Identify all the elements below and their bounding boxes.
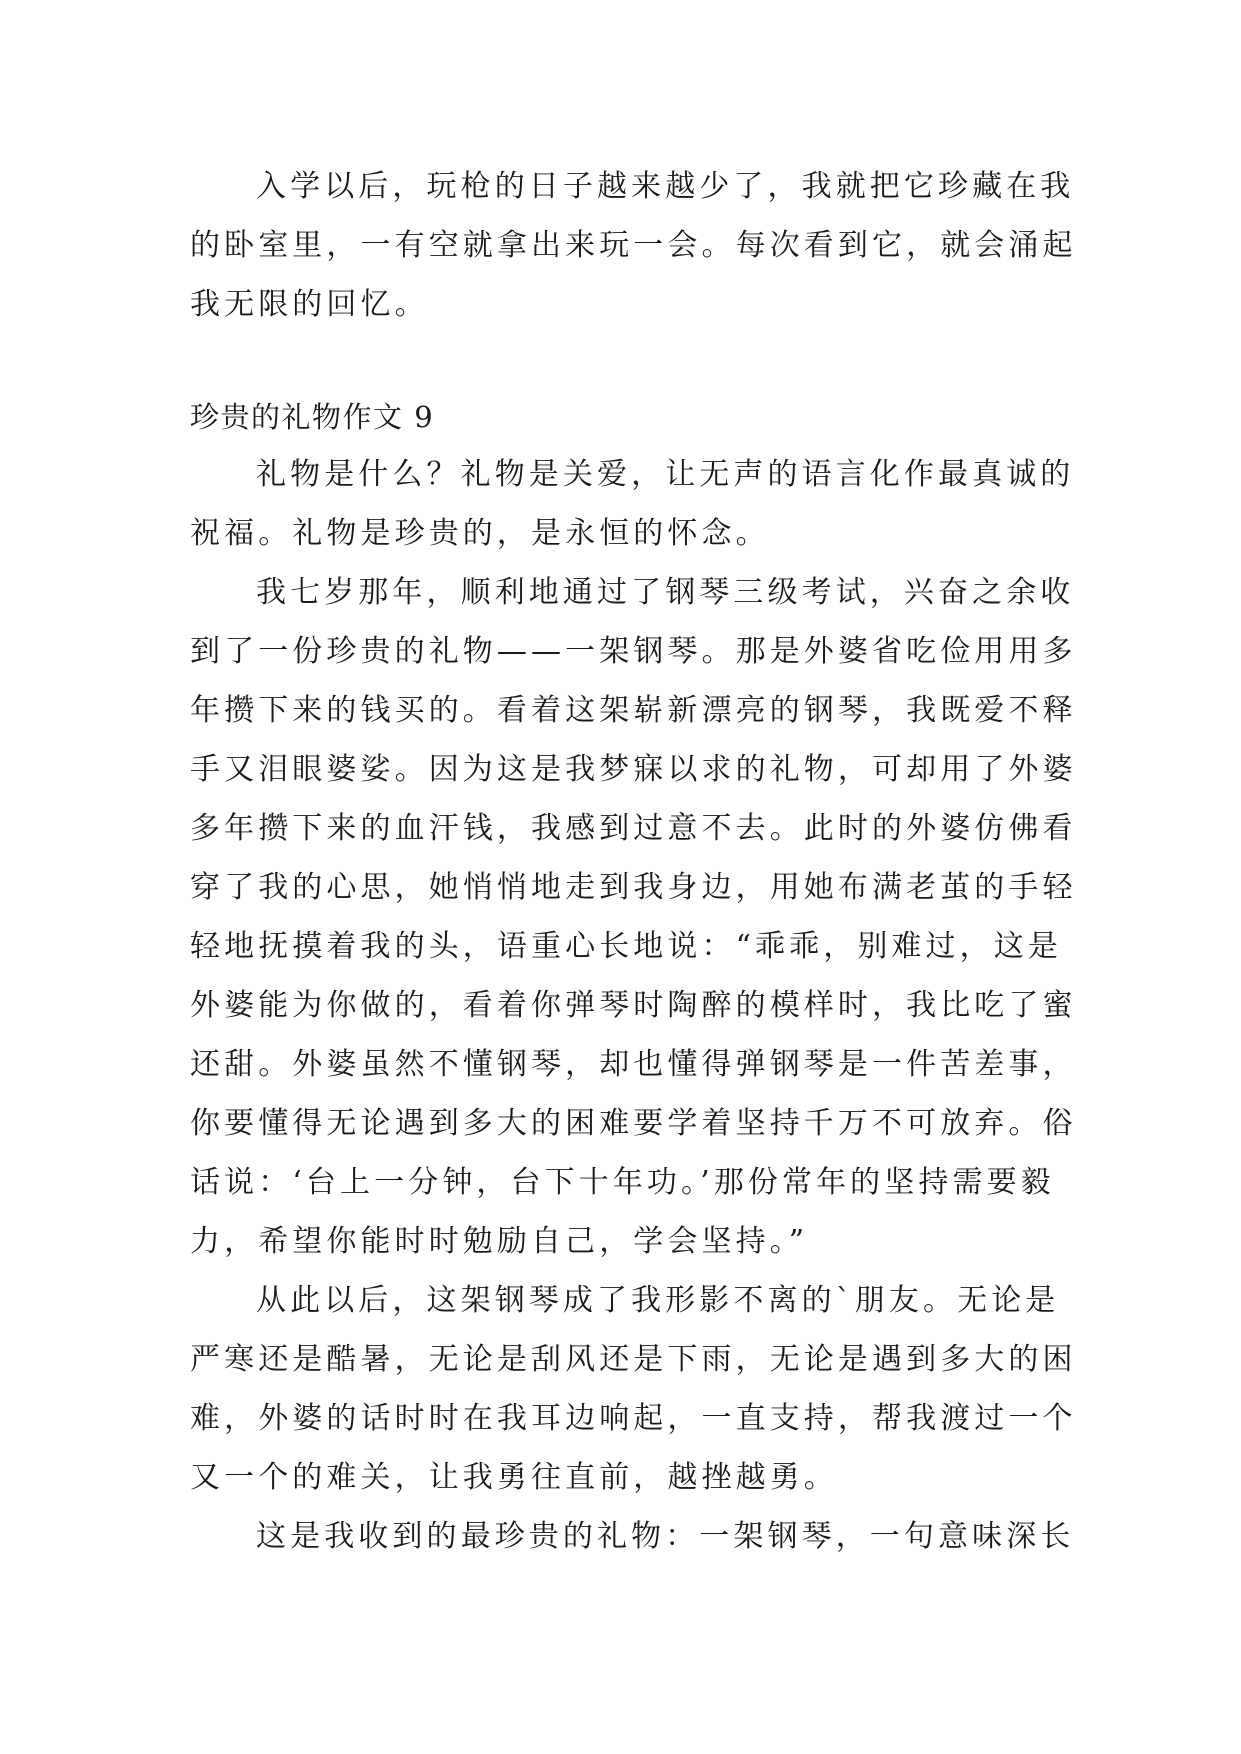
paragraph-line: 从此以后，这架钢琴成了我形影不离的`朋友。无论是 (256, 1283, 1060, 1318)
paragraph-line: 轻地抚摸着我的头，语重心长地说：“乖乖，别难过，这是 (190, 929, 1062, 964)
paragraph-line: 礼物是什么？礼物是关爱，让无声的语言化作最真诚的 (256, 457, 1075, 492)
paragraph-line: 我七岁那年，顺利地通过了钢琴三级考试，兴奋之余收 (256, 575, 1075, 610)
paragraph-line: 话说：‘台上一分钟，台下十年功。’那份常年的坚持需要毅 (190, 1165, 1055, 1200)
paragraph-line: 手又泪眼婆娑。因为这是我梦寐以求的礼物，可却用了外婆 (190, 752, 1077, 787)
paragraph-line: 还甜。外婆虽然不懂钢琴，却也懂得弹钢琴是一件苦差事， (190, 1047, 1077, 1082)
paragraph-line: 你要懂得无论遇到多大的困难要学着坚持千万不可放弃。俗 (190, 1106, 1077, 1141)
paragraph-line: 入学以后，玩枪的日子越来越少了，我就把它珍藏在我 (256, 169, 1075, 204)
paragraph-line: 严寒还是酷暑，无论是刮风还是下雨，无论是遇到多大的困 (190, 1342, 1077, 1377)
paragraph-line: 多年攒下来的血汗钱，我感到过意不去。此时的外婆仿佛看 (190, 811, 1077, 846)
section-heading: 珍贵的礼物作文 9 (190, 400, 435, 434)
paragraph-line: 到了一份珍贵的礼物——一架钢琴。那是外婆省吃俭用用多 (190, 634, 1077, 669)
paragraph-line: 外婆能为你做的，看着你弹琴时陶醉的模样时，我比吃了蜜 (190, 988, 1077, 1023)
paragraph-line: 这是我收到的最珍贵的礼物：一架钢琴，一句意味深长 (256, 1519, 1075, 1554)
paragraph-line: 我无限的回忆。 (190, 287, 429, 322)
paragraph-line: 难，外婆的话时时在我耳边响起，一直支持，帮我渡过一个 (190, 1401, 1077, 1436)
paragraph-line: 年攒下来的钱买的。看着这架崭新漂亮的钢琴，我既爱不释 (190, 693, 1077, 728)
paragraph-line: 又一个的难关，让我勇往直前，越挫越勇。 (190, 1460, 838, 1495)
paragraph-line: 穿了我的心思，她悄悄地走到我身边，用她布满老茧的手轻 (190, 870, 1077, 905)
paragraph-line: 祝福。礼物是珍贵的，是永恒的怀念。 (190, 516, 770, 551)
paragraph-line: 力，希望你能时时勉励自己，学会坚持。” (190, 1224, 809, 1259)
paragraph-line: 的卧室里，一有空就拿出来玩一会。每次看到它，就会涌起 (190, 228, 1077, 263)
